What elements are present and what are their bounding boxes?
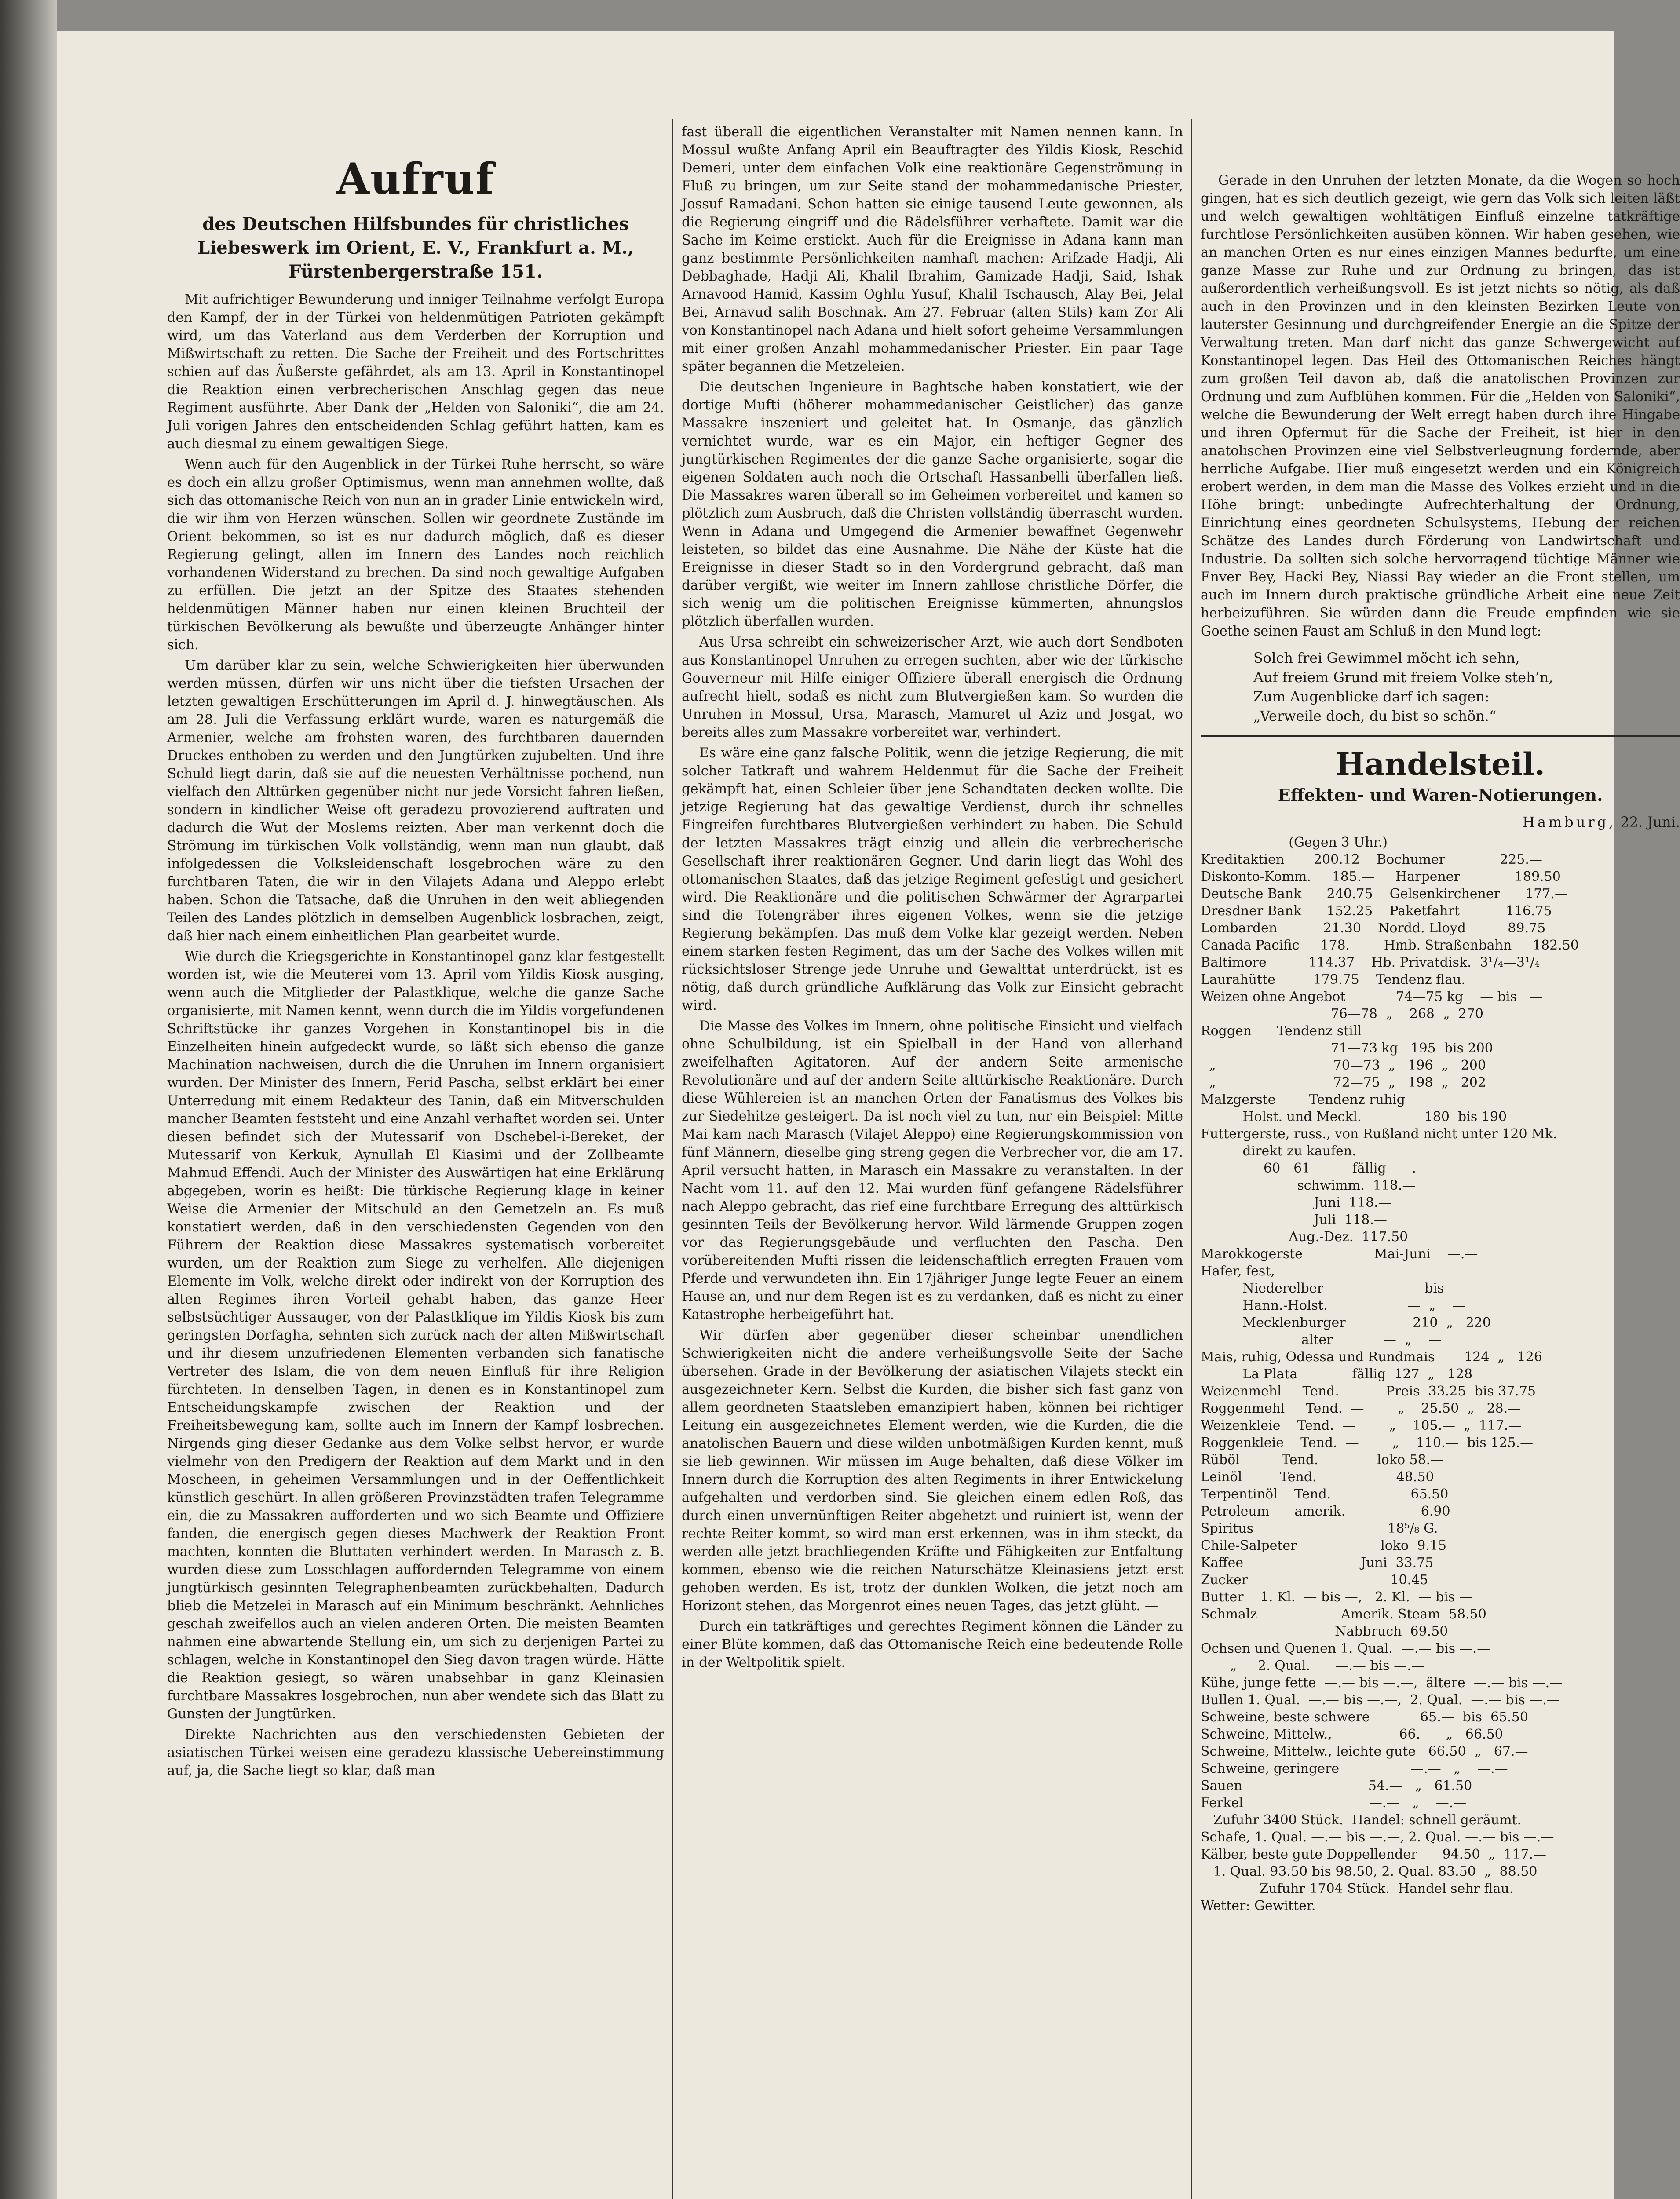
market-row: Kaffee Juni 33.75: [1201, 1555, 1434, 1571]
col1-paragraph: Wie durch die Kriegsgerichte in Konstantinopel ganz klar festgestellt worden ist, wie die Meuterei vom 13. April vom Yildis Kiosk ausging, wenn auch die Mitglieder der Palastklique, welche die ganze Sache organisierte, mit Namen kennt, wenn durch die im Yildis vorgefundenen Schriftstücke ihr ganzes Vorgehen in Konstantinopel bis in die Einzelheiten hinein aufgedeckt wurde, so läßt sich ebenso die ganze Machination nachweisen, durch die die Unruhen im Innern organisiert wurden. Der Minister des Innern, Ferid Pascha, selbst erklärt bei einer Unterredung mit einem Redakteur des Tanin, daß ein Mitverschulden mancher Beamten feststeht und eine Anzahl verhaftet worden sei. Unter diesen befindet sich der Mutessarif von Dschebel-i-Bereket, der Mutessarif von Kerkuk, Aynullah El Kiasimi und der Zollbeamte Mahmud Effendi. Auch der Minister des Auswärtigen hat eine Erklärung abgegeben, worin es heißt: Die türkische Regierung klage in keiner Weise die Armenier der Mitschuld an den Gemetzeln an. Es muß konstatiert werden, daß in den verschiedensten Gegenden von den Führern der Reaktion diese Massakres systematisch vorbereitet wurden, um der Reaktion zum Siege zu verhelfen. Alle diejenigen Elemente im Volk, welche direkt oder indirekt von der Korruption des alten Regimes ihren Vorteil gehabt haben, das ganze Heer selbstsüchtiger Aussauger, von der Palastklique im Yildis Kiosk bis zum geringsten Dorfagha, sehnten sich zurück nach der alten Mißwirtschaft und ihr diesem unzufriedenen Elementen verbanden sich fanatische Vertreter des Islam, die von dem neuen Einfluß für ihre Religion fürchteten. In denselben Tagen, in denen es in Konstantinopel zum Entscheidungskampfe zwischen der Reaktion und der Freiheitsbewegung kam, sollte auch im Innern der Kampf losbrechen. Nirgends ging dieser Gedanke aus dem Volke selbst hervor, er wurde vielmehr von den Predigern der Reaktion auf dem Markt und in den Moscheen, in geheimen Versammlungen und in der Oeffentlichkeit künstlich geschürt. In allen größeren Provinzstädten trafen Telegramme ein, die zu Massakren aufforderten und wo sich Beamte und Offiziere fanden, die energisch gegen dieses Machwerk der Reaktion Front machten, konnten die Bluttaten verhindert werden. In Marasch z. B. wurden diese zum Losschlagen auffordernden Telegramme von einem jungtürkisch gesinnten Telegraphenbeamten zurückbehalten. Dadurch blieb die Metzelei in Marasch auf ein Minimum beschränkt. Aehnliches geschah zweifellos auch an vielen anderen Orten. Die meisten Beamten nahmen eine abwartende Stellung ein, um sich zu derjenigen Partei zu schlagen, welche in Konstantinopel den Sieg davon tragen würde. Hätte die Reaktion gesiegt, so wären unabsehbar in ganz Kleinasien furchtbare Massakres losgebrochen, nun aber wendete sich das Blatt zu Gunsten der Jungtürken.: [167, 949, 664, 1722]
market-row: Wetter: Gewitter.: [1201, 1898, 1316, 1914]
col2-paragraph: Durch ein tatkräftiges und gerechtes Regiment können die Länder zu einer Blüte kommen, daß das Ottomanische Reich eine bedeutende Rolle in der Weltpolitik spielt.: [682, 1619, 1183, 1670]
market-row: Laurahütte 179.75 Tendenz flau.: [1201, 972, 1465, 987]
market-row: Dresdner Bank 152.25 Paketfahrt 116.75: [1201, 903, 1552, 919]
market-row: „ 72—75 „ 198 „ 202: [1201, 1075, 1486, 1090]
market-row: Leinöl Tend. 48.50: [1201, 1469, 1434, 1485]
market-row: Juni 118.—: [1201, 1195, 1391, 1210]
market-row: Schweine, Mittelw., 66.— „ 66.50: [1201, 1727, 1503, 1742]
goethe-quote: [1253, 648, 1680, 726]
market-row: (Gegen 3 Uhr.): [1201, 835, 1388, 850]
quote-line: „Verweile doch, du bist so schön.“: [1253, 708, 1497, 724]
quote-line: Auf freiem Grund mit freiem Volke steh’n,: [1253, 669, 1553, 686]
market-row: Canada Pacific 178.— Hmb. Straßenbahn 182.50: [1201, 938, 1579, 953]
market-quotations: [1201, 834, 1680, 1914]
market-row: Weizen ohne Angebot 74—75 kg — bis —: [1201, 989, 1543, 1005]
col2-paragraph: Wir dürfen aber gegenüber dieser scheinbar unendlichen Schwierigkeiten nicht die andere verheißungsvolle Seite der Sache übersehen. Grade in der Bevölkerung der asiatischen Vilajets steckt ein ausgezeichneter Kern. Selbst die Kurden, die bisher sich fast ganz von allem geordneten Staatsleben emanzipiert haben, können bei richtiger Leitung ein ausgezeichnetes Element werden, wie die Kurden, die die anatolischen Bauern und diese wilden unbotmäßigen Kurden kennt, muß sie lieb gewinnen. Wir müssen im Auge behalten, daß diese Völker im Innern durch die Korruption des alten Regiments in ihrer Entwickelung aufgehalten und verdorben sind. Sie gleichen einem edlen Roß, das durch einen unvernünftigen Reiter abgehetzt und ruiniert ist, wenn der rechte Reiter kommt, so wird man erst erkennen, was in ihm steckt, da werden alle jetzt brachliegenden Kräfte und Fähigkeiten zur Entfaltung kommen, ebenso wie die reichen Naturschätze Kleinasiens jetzt erst gehoben werden. Es ist, trotz der dunklen Wolken, die jetzt noch am Horizont stehen, das Morgenrot eines neuen Tages, das jetzt glüht. —: [682, 1328, 1183, 1614]
column-rule-1: [672, 119, 673, 2199]
market-row: Sauen 54.— „ 61.50: [1201, 1778, 1472, 1794]
col1-paragraph: Direkte Nachrichten aus den verschiedensten Gebieten der asiatischen Türkei weisen eine geradezu klassische Uebereinstimmung auf, ja, die Sache liegt so klar, daß man: [167, 1727, 664, 1779]
market-row: Bullen 1. Qual. —.— bis —.—, 2. Qual. —.— bis —.—: [1201, 1692, 1560, 1708]
market-row: 76—78 „ 268 „ 270: [1201, 1006, 1483, 1022]
dateline-city: Hamburg,: [1522, 814, 1616, 830]
market-row: Holst. und Meckl. 180 bis 190: [1201, 1109, 1507, 1125]
column-1: [167, 128, 664, 1783]
column-3: [1201, 172, 1680, 1914]
market-row: Ochsen und Quenen 1. Qual. —.— bis —.—: [1201, 1641, 1490, 1656]
market-row: alter — „ —: [1201, 1332, 1442, 1348]
market-row: Schafe, 1. Qual. —.— bis —.—, 2. Qual. —.— bis —.—: [1201, 1830, 1554, 1845]
col2-paragraph: fast überall die eigentlichen Veranstalter mit Namen nennen kann. In Mossul wußte Anfang April ein Beauftragter des Yildis Kiosk, Reschid Demeri, unter dem einfachen Volk eine reaktionäre Gegenströmung in Fluß zu bringen, um zur Seite stand der mohammedanische Priester, Jossuf Ramadani. Schon hatten sie einige tausend Leute gewonnen, als die Regierung eingriff und die Rädelsführer verhaftete. Damit war die Sache im Keime erstickt. Auch für die Ereignisse in Adana kann man ganz bestimmte Persönlichkeiten namhaft machen: Arifzade Hadji, Ali Debbaghade, Hadji Ali, Khalil Ibrahim, Gamizade Hadji, Said, Ishak Arnavood Hamid, Kassim Oghlu Yusuf, Khalil Tschausch, Alay Bei, Jelal Bei, Arnavud salih Boschnak. Am 27. Februar (alten Stils) kam Zor Ali von Konstantinopel nach Adana und hielt sofort geheime Versammlungen mit einer großen Anzahl mohammedanischer Priester. Ein paar Tage später begannen die Metzeleien.: [682, 124, 1183, 374]
market-row: Hafer, fest,: [1201, 1264, 1275, 1279]
market-row: Petroleum amerik. 6.90: [1201, 1504, 1450, 1519]
market-row: Schweine, Mittelw., leichte gute 66.50 „ 67.—: [1201, 1744, 1528, 1759]
market-row: Terpentinöl Tend. 65.50: [1201, 1487, 1449, 1502]
market-row: La Plata fällig 127 „ 128: [1201, 1366, 1473, 1382]
market-row: Schweine, geringere —.— „ —.—: [1201, 1761, 1508, 1776]
col2-paragraph: Es wäre eine ganz falsche Politik, wenn die jetzige Regierung, die mit solcher Tatkraft und wahrem Heldenmut für die Sache der Freiheit gekämpft hat, einen Schleier über jene Schandtaten decken wollte. Die jetzige Regierung hat das gewaltige Verdienst, durch ihr schnelles Eingreifen furchtbares Blutvergießen verhindert zu haben. Die Schuld der letzten Massakres trägt einzig und allein die verbrecherische Gesellschaft ihrer reaktionären Gegner. Und darin liegt das Wohl des ottomanischen Staates, daß das jetzige Regiment gefestigt und gesichert wird. Die Reaktionäre und die politischen Schwärmer der Agrarpartei sind die Totengräber ihres eigenen Volkes, wenn sie die jetzige Regierung bekämpfen. Das muß dem Volke klar gezeigt werden. Neben einem starken festen Regiment, das um der Sache des Volkes willen mit rücksichtsloser Strenge jede Unruhe und Gewalttat unterdrückt, ist es nötig, daß durch gründliche Aufklärung das Volk zur Einsicht gebracht wird.: [682, 745, 1183, 1013]
market-row: direkt zu kaufen.: [1201, 1143, 1356, 1159]
market-row: Mecklenburger 210 „ 220: [1201, 1315, 1491, 1330]
col3-paragraph: Gerade in den Unruhen der letzten Monate, da die Wogen so hoch gingen, hat es sich deutlich gezeigt, wie gern das Volk sich leiten läßt und welch gewaltigen wohltätigen Einfluß einzelne tatkräftige furchtlose Persönlichkeiten ausüben können. Wir haben gesehen, wie an manchen Orten es nur eines einzigen Mannes bedurfte, um eine ganze Masse zur Ruhe und zur Ordnung zu bringen, das ist außerordentlich verheißungsvoll. Es ist jetzt nichts so nötig, als daß auch in den Provinzen und in den kleinsten Bezirken Leute von lauterster Gesinnung und durchgreifender Energie an die Spitze der Verwaltung treten. Man darf nicht das ganze Schwergewicht auf Konstantinopel legen. Das Heil des Ottomanischen Reiches hängt zum großen Teil davon ab, daß die anatolischen Provinzen zur Ordnung und zum Aufblühen kommen. Für die „Helden von Saloniki“, welche die Bewunderung der Welt erregt haben durch ihre Hingabe und ihren Opfermut für die Sache der Freiheit, ist hier in den anatolischen Provinzen eine viel Selbstverleugnung fordernde, aber herrliche Aufgabe. Hier muß eingesetzt werden und ein Königreich erobert werden, in dem man die Masse des Volkes erzieht und in die Höhe bringt: unbedingte Aufrechterhaltung der Ordnung, Einrichtung eines geordneten Schulsystems, Hebung der reichen Schätze des Landes durch Förderung von Landwirtschaft und Industrie. Da sollten sich solche hervorragend tüchtige Männer wie Enver Bey, Hacki Bey, Niassi Bay wieder an die Front stellen, um auch im Innern durch praktische gründliche Arbeit eine neue Zeit herbeizuführen. Sie würden dann die Freude empfinden wie sie Goethe seinen Faust am Schluß in den Mund legt:: [1201, 173, 1680, 639]
handelsteil-title: Handelsteil.: [1335, 746, 1545, 782]
handelsteil-subtitle: Effekten- und Waren-Notierungen.: [1278, 785, 1603, 805]
article-title: Aufruf: [336, 154, 495, 204]
market-row: Weizenkleie Tend. — „ 105.— „ 117.—: [1201, 1418, 1522, 1433]
market-row: Hann.-Holst. — „ —: [1201, 1298, 1466, 1313]
market-row: Kühe, junge fette —.— bis —.—, ältere —.— bis —.—: [1201, 1675, 1563, 1691]
col2-paragraph: Die deutschen Ingenieure in Baghtsche haben konstatiert, wie der dortige Mufti (höherer mohammedanischer Geistlicher) das ganze Massakre inszeniert und geleitet hat. In Osmanje, das gänzlich vernichtet wurde, war es ein Major, ein heftiger Gegner des jungtürkischen Regimentes der die ganze Sache organisierte, sogar die eigenen Soldaten auch noch die Ortschaft Hassanbelli überfallen ließ. Die Massakres waren überall so im Geheimen vorbereitet und kamen so plötzlich zum Ausbruch, daß die Christen vollständig überrascht wurden. Wenn in Adana und Umgegend die Armenier bewaffnet Gegenwehr leisteten, so bildet das eine Ausnahme. Die Nähe der Küste hat die Ereignisse in dieser Stadt so in den Vordergrund gebracht, daß man darüber vergißt, wie weiter im Innern zahllose christliche Dörfer, die sich wenig um die politischen Ereignisse kümmerten, ahnungslos plötzlich überfallen wurden.: [682, 380, 1183, 629]
market-row: Zufuhr 1704 Stück. Handel sehr flau.: [1201, 1881, 1514, 1896]
market-row: Weizenmehl Tend. — Preis 33.25 bis 37.75: [1201, 1384, 1536, 1399]
market-row: Nabbruch 69.50: [1201, 1624, 1448, 1639]
market-row: Roggen Tendenz still: [1201, 1023, 1362, 1039]
market-row: Schweine, beste schwere 65.— bis 65.50: [1201, 1710, 1528, 1725]
market-row: Kälber, beste gute Doppellender 94.50 „ 117.—: [1201, 1847, 1546, 1862]
market-row: Niederelber — bis —: [1201, 1281, 1470, 1296]
quote-line: Solch frei Gewimmel möcht ich sehn,: [1253, 650, 1520, 666]
market-row: 60—61 fällig —.—: [1201, 1161, 1429, 1176]
dateline-date: 22. Juni.: [1620, 814, 1680, 830]
market-row: 71—73 kg 195 bis 200: [1201, 1041, 1493, 1056]
market-row: Spiritus 18⁵/₈ G.: [1201, 1521, 1438, 1536]
market-row: Chile-Salpeter loko 9.15: [1201, 1538, 1446, 1553]
market-row: Malzgerste Tendenz ruhig: [1201, 1092, 1405, 1107]
market-row: Futtergerste, russ., von Rußland nicht unter 120 Mk.: [1201, 1126, 1557, 1142]
market-row: Lombarden 21.30 Nordd. Lloyd 89.75: [1201, 921, 1546, 936]
quote-line: Zum Augenblicke darf ich sagen:: [1253, 688, 1490, 705]
book-binding: [0, 0, 57, 2199]
section-divider: [1201, 735, 1680, 737]
market-row: „ 70—73 „ 196 „ 200: [1201, 1058, 1486, 1073]
col2-paragraph: Die Masse des Volkes im Innern, ohne politische Einsicht und vielfach ohne Schulbildung, ist ein Spielball in der Hand von allerhand zweifelhaften Agitatoren. Auf der andern Seite armenische Revolutionäre und auf der andern Seite alttürkische Reaktionäre. Durch diese Wühlereien ist an manchen Orten der Fanatismus des Volkes bis zur Siedehitze gesteigert. Da ist noch viel zu tun, nur ein Beispiel: Mitte Mai kam nach Marasch (Vilajet Aleppo) eine Regierungskommission von fünf Männern, dieselbe ging streng gegen die Verbrecher vor, die am 17. April versucht hatten, in Marasch ein Massakre zu veranstalten. In der Nacht vom 11. auf den 12. Mai wurden fünf gefangene Rädelsführer nach Aleppo gebracht, das rief eine furchtbare Erregung des alttürkisch gesinnten Teils der Bevölkerung hervor. Wild lärmende Gruppen zogen vor das Regierungsgebäude und verfluchten den Pascha. Den vorübereitenden Mufti rissen die leidenschaftlich erregten Frauen vom Pferde und verwundeten ihn. Ein 17jähriger Junge legte Feuer an einem Hause an, und nur dem Regen ist es zu verdanken, daß es nicht zu einer Katastrophe herbeigeführt hat.: [682, 1019, 1183, 1322]
dateline: [1201, 814, 1680, 830]
col2-paragraph: Aus Ursa schreibt ein schweizerischer Arzt, wie auch dort Sendboten aus Konstantinopel Unruhen zu erregen suchten, aber wie der türkische Gouverneur mit Hilfe einiger Offiziere überall energisch die Ordnung aufrecht hielt, sodaß es nicht zum Blutvergießen kam. So wurden die Unruhen in Mossul, Ursa, Marasch, Mamuret ul Aziz und Josgat, wo bereits alles zum Massakre vorbereitet war, verhindert.: [682, 635, 1183, 740]
newspaper-page: [57, 31, 1680, 2199]
market-row: Baltimore 114.37 Hb. Privatdisk. 3¹/₄—3¹/₄: [1201, 955, 1540, 970]
column-rule-2: [1191, 119, 1192, 2199]
col1-paragraph: Mit aufrichtiger Bewunderung und inniger Teilnahme verfolgt Europa den Kampf, der in der Türkei von heldenmütigen Patrioten gekämpft wird, um das Vaterland aus dem Verderben der Korruption und Mißwirtschaft zu retten. Die Sache der Freiheit und des Fortschrittes schien auf das Äußerste gefährdet, als am 13. April in Konstantinopel die Reaktion einen verbrecherischen Anschlag gegen das neue Regiment ausführte. Aber Dank der „Helden von Saloniki“, die am 24. Juli vorigen Jahres den entscheidenden Schlag geführt hatten, kam es auch diesmal zu einem gewaltigen Siege.: [167, 292, 664, 452]
column-2: [682, 123, 1183, 1674]
market-row: Juli 118.—: [1201, 1212, 1387, 1227]
market-row: Marokkogerste Mai-Juni —.—: [1201, 1246, 1478, 1262]
market-row: Roggenmehl Tend. — „ 25.50 „ 28.—: [1201, 1401, 1521, 1416]
market-row: Ferkel —.— „ —.—: [1201, 1795, 1467, 1811]
market-row: Zucker 10.45: [1201, 1572, 1428, 1588]
col1-paragraph: Wenn auch für den Augenblick in der Türkei Ruhe herrscht, so wäre es doch ein allzu großer Optimismus, wenn man annehmen wollte, daß sich das ottomanische Reich von nun an in grader Linie entwickeln wird, die wir ihm von Herzen wünschen. Sollen wir geordnete Zustände im Orient bekommen, so ist es nur dadurch möglich, daß es dieser Regierung gelingt, allen im Innern des Landes noch reichlich vorhandenen Widerstand zu brechen. Da sind noch gewaltige Aufgaben zu erfüllen. Die jetzt an der Spitze des Staates stehenden heldenmütigen Männer haben nur einen kleinen Bruchteil der türkischen Bevölkerung als bewußte und überzeugte Anhänger hinter sich.: [167, 457, 664, 653]
market-row: Butter 1. Kl. — bis —, 2. Kl. — bis —: [1201, 1589, 1472, 1605]
market-row: Deutsche Bank 240.75 Gelsenkirchener 177.—: [1201, 886, 1568, 902]
market-row: Diskonto-Komm. 185.— Harpener 189.50: [1201, 869, 1561, 884]
col1-paragraph: Um darüber klar zu sein, welche Schwierigkeiten hier überwunden werden müssen, dürfen wir uns nicht über die tiefsten Ursachen der letzten gewaltigen Erschütterungen im April d. J. hinwegtäuschen. Als am 28. Juli die Verfassung erklärt wurde, waren es naturgemäß die Armenier, welche am frohsten waren, des furchtbaren dauernden Druckes enthoben zu werden und den Jungtürken zujubelten. Und ihre Schuld liegt darin, daß sie auf die neuesten Verhältnisse pochend, nun vielfach den Alttürken gegenüber nicht nur jede Vorsicht fahren ließen, sondern in kindlicher Weise oft geradezu provozierend auftraten und dadurch die Wut der Moslems reizten. Aber man verkennt doch die Strömung im türkischen Volk vollständig, wenn man nun glaubt, daß infolgedessen die Volksleidenschaft losgebrochen wäre zu den furchtbaren Taten, die wir in den Vilajets Adana und Aleppo erlebt haben. Schon die Tatsache, daß die Unruhen in den weit abliegenden Teilen des Landes plötzlich in demselben Augenblick losbrachen, zeigt, daß hier nach einem einheitlichen Plan gearbeitet wurde.: [167, 658, 664, 944]
market-row: 1. Qual. 93.50 bis 98.50, 2. Qual. 83.50 „ 88.50: [1201, 1864, 1538, 1879]
market-row: Mais, ruhig, Odessa und Rundmais 124 „ 126: [1201, 1349, 1542, 1365]
article-subtitle: des Deutschen Hilfsbundes für christliches Liebeswerk im Orient, E. V., Frankfurt a. M., Fürstenbergerstraße 151.: [197, 214, 634, 282]
market-row: „ 2. Qual. —.— bis —.—: [1201, 1658, 1424, 1673]
market-row: Roggenkleie Tend. — „ 110.— bis 125.—: [1201, 1435, 1534, 1450]
market-row: Schmalz Amerik. Steam 58.50: [1201, 1607, 1486, 1622]
market-row: schwimm. 118.—: [1201, 1178, 1416, 1193]
market-row: Rüböl Tend. loko 58.—: [1201, 1452, 1444, 1468]
market-row: Kreditaktien 200.12 Bochumer 225.—: [1201, 852, 1542, 867]
market-row: Aug.-Dez. 117.50: [1201, 1229, 1408, 1245]
market-row: Zufuhr 3400 Stück. Handel: schnell geräumt.: [1201, 1812, 1522, 1828]
